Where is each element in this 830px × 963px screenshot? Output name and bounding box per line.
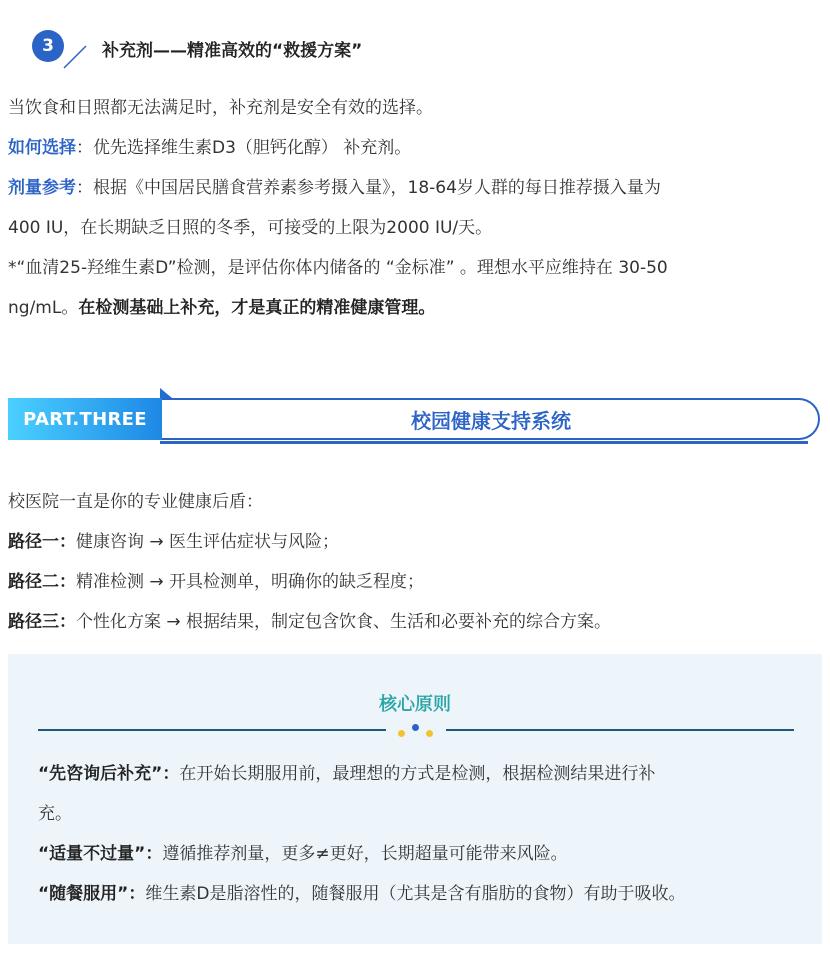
how-to-choose-colon: ： — [76, 138, 93, 158]
banner-underline — [160, 441, 808, 444]
part-notch-decoration — [160, 388, 172, 398]
principle-item — [38, 882, 685, 906]
divider-line-left — [38, 729, 386, 731]
how-to-choose-label: 如何选择 — [8, 138, 76, 158]
how-to-choose-paragraph — [8, 136, 411, 160]
principle-item — [38, 762, 655, 786]
divider-line-right — [446, 729, 794, 731]
dose-reference-colon: ： — [76, 178, 93, 198]
serum-test-note: *“血清25-羟维生素D”检测，是评估你体内储备的 “金标准” 。理想水平应维持在 30-50 — [8, 258, 668, 278]
section-title: 补充剂——精准高效的“救援方案” — [102, 41, 363, 61]
how-to-choose-text: 优先选择维生素D3（胆钙化醇） 补充剂。 — [93, 138, 412, 158]
dose-reference-text: 根据《中国居民膳食营养素参考摄入量》，18-64岁人群的每日推荐摄入量为 — [93, 178, 661, 198]
path-text: 精准检测 → 开具检测单，明确你的缺乏程度； — [76, 572, 425, 592]
dose-reference-label: 剂量参考 — [8, 178, 76, 198]
principle-item — [38, 842, 568, 866]
supplement-intro: 当饮食和日照都无法满足时，补充剂是安全有效的选择。 — [8, 98, 433, 118]
principle-label: “随餐服用”： — [38, 884, 146, 904]
path-label: 路径三： — [8, 612, 76, 632]
dose-reference-text-cont: 400 IU，在长期缺乏日照的冬季，可接受的上限为2000 IU/天。 — [8, 218, 493, 238]
slash-decoration-icon — [62, 44, 92, 70]
serum-test-note-cont — [8, 296, 435, 320]
path-item — [8, 610, 611, 634]
dose-reference-paragraph — [8, 176, 661, 200]
yellow-dot-icon — [398, 730, 405, 737]
path-item — [8, 570, 424, 594]
principle-text: 维生素D是脂溶性的，随餐服用（尤其是含有脂肪的食物）有助于吸收。 — [145, 884, 686, 904]
banner-title: 校园健康支持系统 — [411, 408, 571, 433]
principle-label: “适量不过量”： — [38, 844, 163, 864]
principle-text: 在开始长期服用前，最理想的方式是检测，根据检测结果进行补 — [179, 764, 656, 784]
path-label: 路径二： — [8, 572, 76, 592]
section-number-badge: 3 — [32, 30, 64, 62]
precision-management-emphasis: 在检测基础上补充，才是真正的精准健康管理。 — [78, 298, 436, 318]
yellow-dot-icon — [426, 730, 433, 737]
principle-text-cont: 充。 — [38, 804, 72, 824]
path-text: 健康咨询 → 医生评估症状与风险； — [76, 532, 340, 552]
principle-text: 遵循推荐剂量，更多≠更好，长期超量可能带来风险。 — [162, 844, 568, 864]
path-text: 个性化方案 → 根据结果，制定包含饮食、生活和必要补充的综合方案。 — [76, 612, 612, 632]
principle-label: “先咨询后补充”： — [38, 764, 180, 784]
blue-dot-icon — [412, 724, 419, 731]
path-label: 路径一： — [8, 532, 76, 552]
serum-unit-text: ng/mL。 — [8, 298, 79, 318]
part-label: PART.THREE — [8, 398, 162, 440]
core-principles-title: 核心原则 — [379, 694, 451, 715]
campus-intro: 校医院一直是你的专业健康后盾： — [8, 492, 263, 512]
path-item — [8, 530, 339, 554]
